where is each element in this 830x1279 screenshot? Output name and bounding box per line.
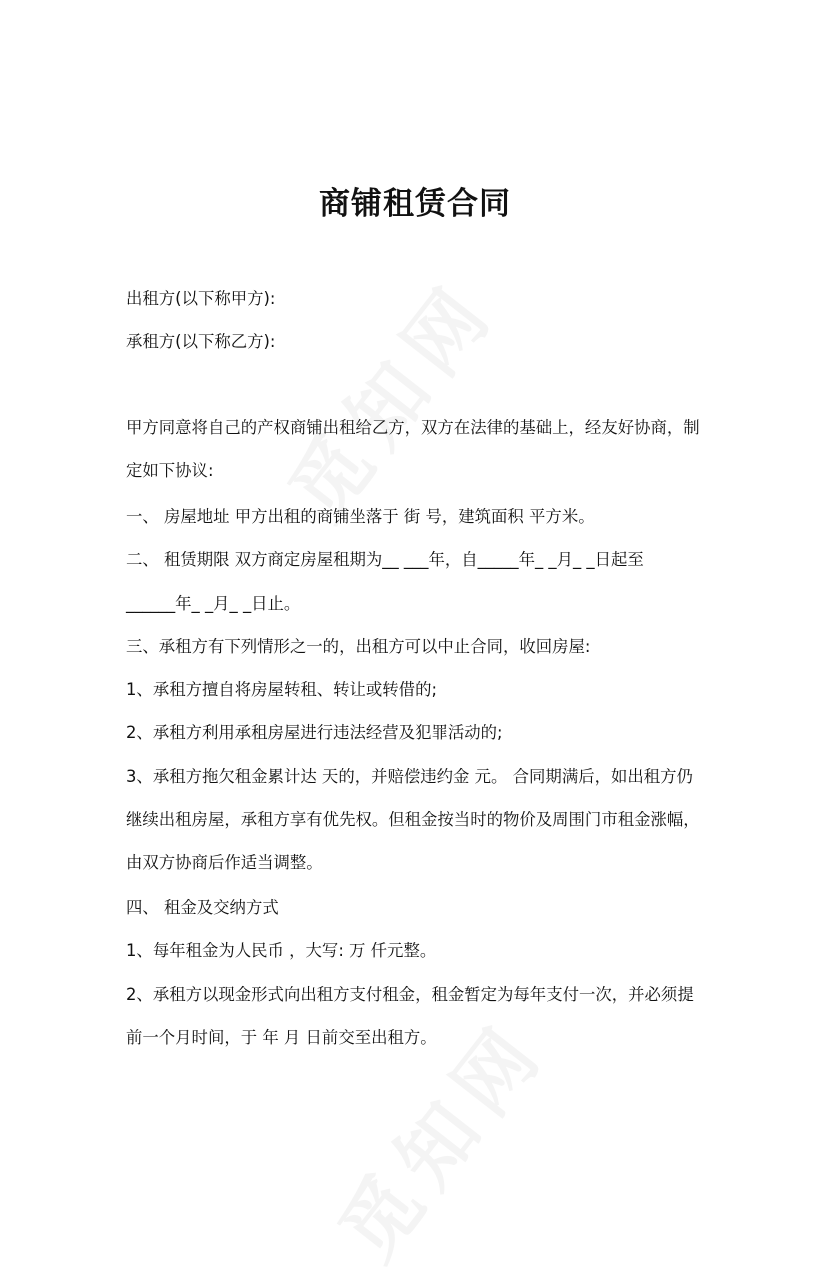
- clause-3-item-3: 3、承租方拖欠租金累计达 天的，并赔偿违约金 元。 合同期满后，如出租方仍: [126, 767, 693, 786]
- clause-4-item-2: 2、承租方以现金形式向出租方支付租金，租金暂定为每年支付一次，并必须提: [126, 985, 694, 1004]
- intro-paragraph-line: 甲方同意将自己的产权商铺出租给乙方，双方在法律的基础上，经友好协商，制: [126, 418, 700, 437]
- clause-1-address: 一、 房屋地址 甲方出租的商铺坐落于 街 号，建筑面积 平方米。: [126, 507, 595, 526]
- clause-4-heading: 四、 租金及交纳方式: [126, 898, 279, 917]
- clause-2-term: 二、 租赁期限 双方商定房屋租期为__ ___年，自_____年_ _月_ _日起至: [126, 550, 644, 569]
- clause-3-item-1: 1、承租方擅自将房屋转租、转让或转借的;: [126, 680, 437, 699]
- lessor-line: 出租方(以下称甲方):: [126, 289, 276, 308]
- clause-3-item-3-cont: 由双方协商后作适当调整。: [126, 853, 323, 872]
- lessee-line: 承租方(以下称乙方):: [126, 332, 276, 351]
- clause-4-item-1: 1、每年租金为人民币 ，大写: 万 仟元整。: [126, 941, 437, 960]
- watermark: [259, 253, 517, 539]
- contract-title: 商铺租赁合同: [319, 186, 511, 222]
- clause-3-heading: 三、承租方有下列情形之一的，出租方可以中止合同，收回房屋:: [126, 637, 591, 656]
- clause-3-item-3-cont: 继续出租房屋，承租方享有优先权。但租金按当时的物价及周围门市租金涨幅，: [126, 810, 700, 829]
- intro-paragraph-line: 定如下协议:: [126, 461, 214, 480]
- clause-3-item-2: 2、承租方利用承租房屋进行违法经营及犯罪活动的;: [126, 723, 503, 742]
- clause-2-term-cont: ______年_ _月_ _日止。: [126, 594, 301, 613]
- clause-4-item-2-cont: 前一个月时间，于 年 月 日前交至出租方。: [126, 1028, 437, 1047]
